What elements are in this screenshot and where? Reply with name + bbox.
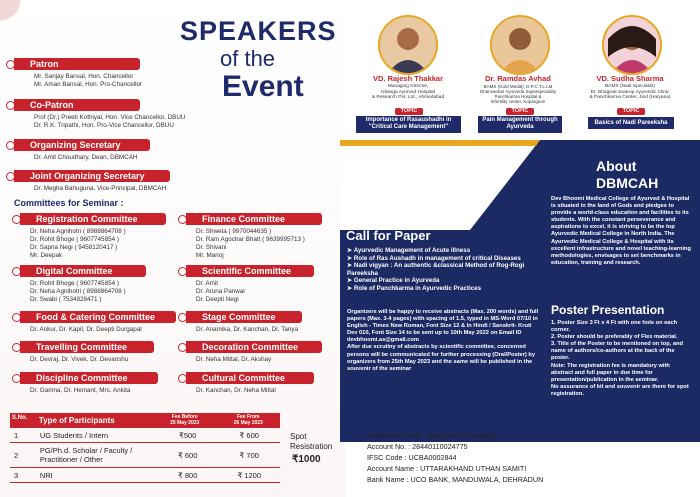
travelling-heading: Travelling Committee bbox=[20, 341, 154, 353]
copatron-line: Prof (Dr.) Preeti Kothiyal, Hon. Vice Chancellor, DBUU bbox=[34, 114, 186, 121]
table-row bbox=[10, 428, 280, 443]
fee-sno: 3 bbox=[14, 470, 19, 480]
committees-heading: Committees for Seminar : bbox=[14, 198, 124, 208]
bank-line: Account Name : UTTARAKHAND UTHAN SAMITI bbox=[367, 464, 527, 473]
registration-line: Dr. Rohit Bhoge ( 9607745854 ) bbox=[30, 236, 119, 243]
food-line: Dr. Ankur, Dr. Kapil, Dr. Deepti Durgapal bbox=[30, 326, 142, 333]
registration-line: Dr. Neha Agnihotri ( 8988864708 ) bbox=[30, 228, 126, 235]
cultural-heading: Cultural Committee bbox=[186, 372, 314, 384]
fee-type: PG/Ph.d. Scholar / Faculty / Practitioner / Other bbox=[39, 446, 133, 464]
bank-line: Account No. : 28440110024775 bbox=[367, 442, 468, 451]
fee-before: ₹ 600 bbox=[178, 450, 198, 460]
about-body: Dev Bhoomi Medical College of Ayurved & Hospital is situated in the land of Gods and pledges to provide a world-class education and facilities to its students. With the constant perseverance and aspirations to excel, it is striving to be the top Ayurvedic Medical College in North India. The Ayurvedic Medical College & Hospital with its excellent infrastructure and novel teaching-learning methodologies, envisages to set benchmarks in education, training and research. bbox=[551, 196, 692, 266]
fee-sno: 1 bbox=[14, 430, 19, 440]
cfp-title: Call for Paper bbox=[346, 228, 431, 243]
registration-line: Dr. Sapna Negi ( 9458120417 ) bbox=[30, 244, 118, 251]
patron-line: Mr. Sanjay Bansal, Hon. Chancellor bbox=[34, 73, 134, 80]
speaker-topic: Pain Management through Ayurveda bbox=[478, 116, 562, 133]
scientific-list bbox=[196, 280, 245, 304]
table-row bbox=[10, 443, 280, 468]
speakers-title: SPEAKERS bbox=[180, 16, 337, 46]
bank-line: IFSC Code : UCBA0002844 bbox=[367, 453, 457, 462]
speakers-subtitle: of the bbox=[220, 46, 276, 71]
discipline-heading: Discipline Committee bbox=[20, 372, 158, 384]
digital-line: Dr. Swabi ( 7534928471 ) bbox=[30, 296, 102, 303]
fee-col-sno: S.No. bbox=[12, 415, 28, 421]
fee-col-from: Fee From 26 May 2023 bbox=[233, 414, 263, 426]
fee-from: ₹ 600 bbox=[239, 430, 259, 440]
speaker-name: VD. Sudha Sharma bbox=[596, 74, 664, 83]
cfp-item-text: Nadi vigyan : An authentic &classical Method of Rog-Rogi Pareeksha bbox=[347, 262, 525, 277]
corner-decoration bbox=[0, 0, 40, 40]
decoration-heading: Decoration Committee bbox=[186, 341, 322, 353]
fee-before: ₹ 800 bbox=[178, 470, 198, 480]
organizing-line: Dr. Amit Choudhary, Dean, DBMCAH bbox=[34, 154, 138, 161]
cultural-line: Dr. Kanchan, Dr. Neha Mittal bbox=[196, 387, 276, 394]
speaker-photo bbox=[378, 15, 438, 75]
topic-label: TOPIC bbox=[617, 108, 645, 115]
finance-line: Dr. Ram Agochar Bhatt ( 9639995713 ) bbox=[196, 236, 305, 243]
finance-line: Dr. Shivani bbox=[196, 244, 227, 251]
joint-heading: Joint Organizing Secretary bbox=[14, 170, 170, 182]
scientific-heading: Scientific Committee bbox=[186, 265, 314, 277]
cfp-item-text: Role of Panchkarma in Ayurvedic Practices bbox=[353, 284, 482, 292]
registration-link[interactable]: Registration Link : https://bit.ly/434R0gQ bbox=[367, 431, 496, 440]
scientific-line: Dr. Amit bbox=[196, 280, 219, 287]
registration-heading: Registration Committee bbox=[20, 213, 166, 225]
cfp-item-text: General Practice in Ayurveda bbox=[353, 277, 440, 285]
topic-label: TOPIC bbox=[395, 108, 423, 115]
stage-heading: Stage Committee bbox=[186, 311, 302, 323]
copatron-list bbox=[34, 114, 185, 130]
fee-from: ₹ 700 bbox=[239, 450, 259, 460]
speaker-photo bbox=[490, 15, 550, 75]
copatron-line: Dr. R.K. Tripathi, Hon. Pro-Vice Chancellor, DBUU bbox=[34, 122, 174, 129]
travelling-line: Dr. Devraj, Dr. Vivek, Dr. Devanshu bbox=[30, 356, 129, 363]
digital-line: Dr. Rohit Bhoge ( 9607745854 ) bbox=[30, 280, 119, 287]
fee-type: NRI bbox=[39, 470, 53, 480]
speaker-desc: BAMS (Gold Medal), D.P.C.T.L.LM Dhanvantari Ayurveda Supraspeciality Panchkarma Hospital & Infertility center, Kopargaon bbox=[480, 84, 556, 104]
fee-table bbox=[10, 413, 280, 483]
finance-line: Mr. Manoj bbox=[196, 252, 224, 259]
finance-heading: Finance Committee bbox=[186, 213, 322, 225]
digital-list bbox=[30, 280, 126, 304]
fee-table-header bbox=[10, 413, 280, 428]
scientific-line: Dr. Deepti Negi bbox=[196, 296, 239, 303]
finance-line: Dr. Shweta ( 9970044635 ) bbox=[196, 228, 272, 235]
fee-col-type: Type of Participants bbox=[38, 416, 115, 425]
spot-label: Spot Resistration bbox=[290, 432, 333, 451]
scientific-line: Dr. Aruna Panwar bbox=[196, 288, 246, 295]
finance-list bbox=[196, 228, 305, 260]
spot-value: ₹1000 bbox=[292, 454, 321, 465]
cfp-item-text: Role of Ras Aushadh in management of critical Diseases bbox=[353, 254, 521, 262]
food-heading: Food & Catering Committee bbox=[20, 311, 176, 323]
speaker-name: VD. Rajesh Thakkar bbox=[372, 74, 444, 83]
bank-line: Bank Name : UCO BANK, MANDUWALA, DEHRADUN bbox=[367, 475, 544, 484]
decoration-line: Dr. Neha Mittal, Dr. Akshay bbox=[196, 356, 272, 363]
discipline-line: Dr. Garima, Dr. Hemant, Mrs. Ankita bbox=[30, 387, 131, 394]
table-row bbox=[10, 468, 280, 483]
speakers-event: Event bbox=[222, 70, 304, 103]
speaker-name: Dr. Ramdas Avhad bbox=[485, 74, 551, 83]
registration-list bbox=[30, 228, 126, 260]
patron-list bbox=[34, 73, 142, 89]
about-title: About bbox=[596, 158, 637, 174]
speaker-photo bbox=[602, 15, 662, 75]
speaker-desc: BAMS (Nadi Specialist) Dr. Bhagwat Swarup Ayurvedic Clinic & Panchkarma Center, Jind (Haryana) bbox=[589, 84, 671, 100]
stage-line: Dr. Anamika, Dr. Kanchan, Dr. Tanya bbox=[196, 326, 299, 333]
registration-line: Mr. Deepak bbox=[30, 252, 63, 259]
fee-col-before: Fee Before 25 May 2023 bbox=[170, 414, 200, 426]
digital-heading: Digital Committee bbox=[20, 265, 146, 277]
copatron-heading: Co-Patron bbox=[14, 99, 140, 111]
fee-from: ₹ 1200 bbox=[237, 470, 261, 480]
cfp-list bbox=[347, 247, 537, 293]
cfp-item: ➤ Role of Panchkarma in Ayurvedic Practices bbox=[347, 284, 482, 292]
patron-line: Mr. Aman Bansal, Hon. Pro-Chancellor bbox=[34, 81, 143, 88]
poster-body: 1. Poster Size 3 Ft x 4 Ft with one hole on each corner. 2. Poster should be preferably of Flex material. 3. Title of the Poster to be mentioned on top, and name of authors/co-authors at the back of the poster. Note: The registration fee is mandatory with abstract and full paper in due time for presentation/publication in the seminar. No assurance of kit and souvenir are there for spot registration. bbox=[551, 320, 689, 397]
speaker-topic: Basics of Nadi Pareeksha bbox=[588, 117, 674, 129]
speaker-topic: Importance of Rasaushadhi in "Critical Care Management" bbox=[356, 116, 461, 133]
poster-title: Poster Presentation bbox=[551, 303, 665, 317]
speaker-desc: Managing Director, Nisarga Ayurved Hospital & Research Pvt. Ltd., Ahmedabad bbox=[371, 84, 445, 100]
about-subtitle: DBMCAH bbox=[596, 175, 659, 191]
topic-label: TOPIC bbox=[506, 108, 534, 115]
cfp-item: ➤ Nadi vigyan : An authentic &classical Method of Rog-Rogi Pareeksha bbox=[347, 262, 525, 277]
joint-line: Dr. Megha Bahuguna, Vice-Principal, DBMCAH bbox=[34, 185, 167, 192]
cfp-item: ➤ Role of Ras Aushadh in management of critical Diseases bbox=[347, 254, 521, 262]
digital-line: Dr. Neha Agnihotri ( 8988864708 ) bbox=[30, 288, 126, 295]
fee-type: UG Students / Intern bbox=[39, 430, 109, 440]
fee-sno: 2 bbox=[14, 450, 19, 460]
cfp-item-text: Ayurvedic Management of Acute illness bbox=[353, 247, 471, 254]
organizing-heading: Organizing Secretary bbox=[14, 139, 150, 151]
cfp-item: ➤ Ayurvedic Management of Acute illness bbox=[347, 247, 471, 254]
cfp-body: Organizers will be happy to receive abstracts (Max. 200 words) and full papers (Max. 3-4 pages) with spacing of 1.5, typed in MS-Word 07/10 in English - Times New Roman, Font Size 12 & In Hindi / Sanskrit- Kruti Dev 010, Font Size 14 to be sent up to 10th May 2022 on Email ID devbhoomi.as@gmail.com After due scrutiny of abstracts by scientific committee, concerned persons will be communicated for further processing (Oral/Poster) by organizers from 25th May 2023 and the same will be published in the souvenir of the seminar bbox=[347, 309, 539, 372]
bank-details bbox=[367, 430, 543, 485]
fee-before: ₹500 bbox=[179, 430, 197, 440]
cfp-item: ➤ General Practice in Ayurveda bbox=[347, 277, 440, 285]
patron-heading: Patron bbox=[14, 58, 140, 70]
